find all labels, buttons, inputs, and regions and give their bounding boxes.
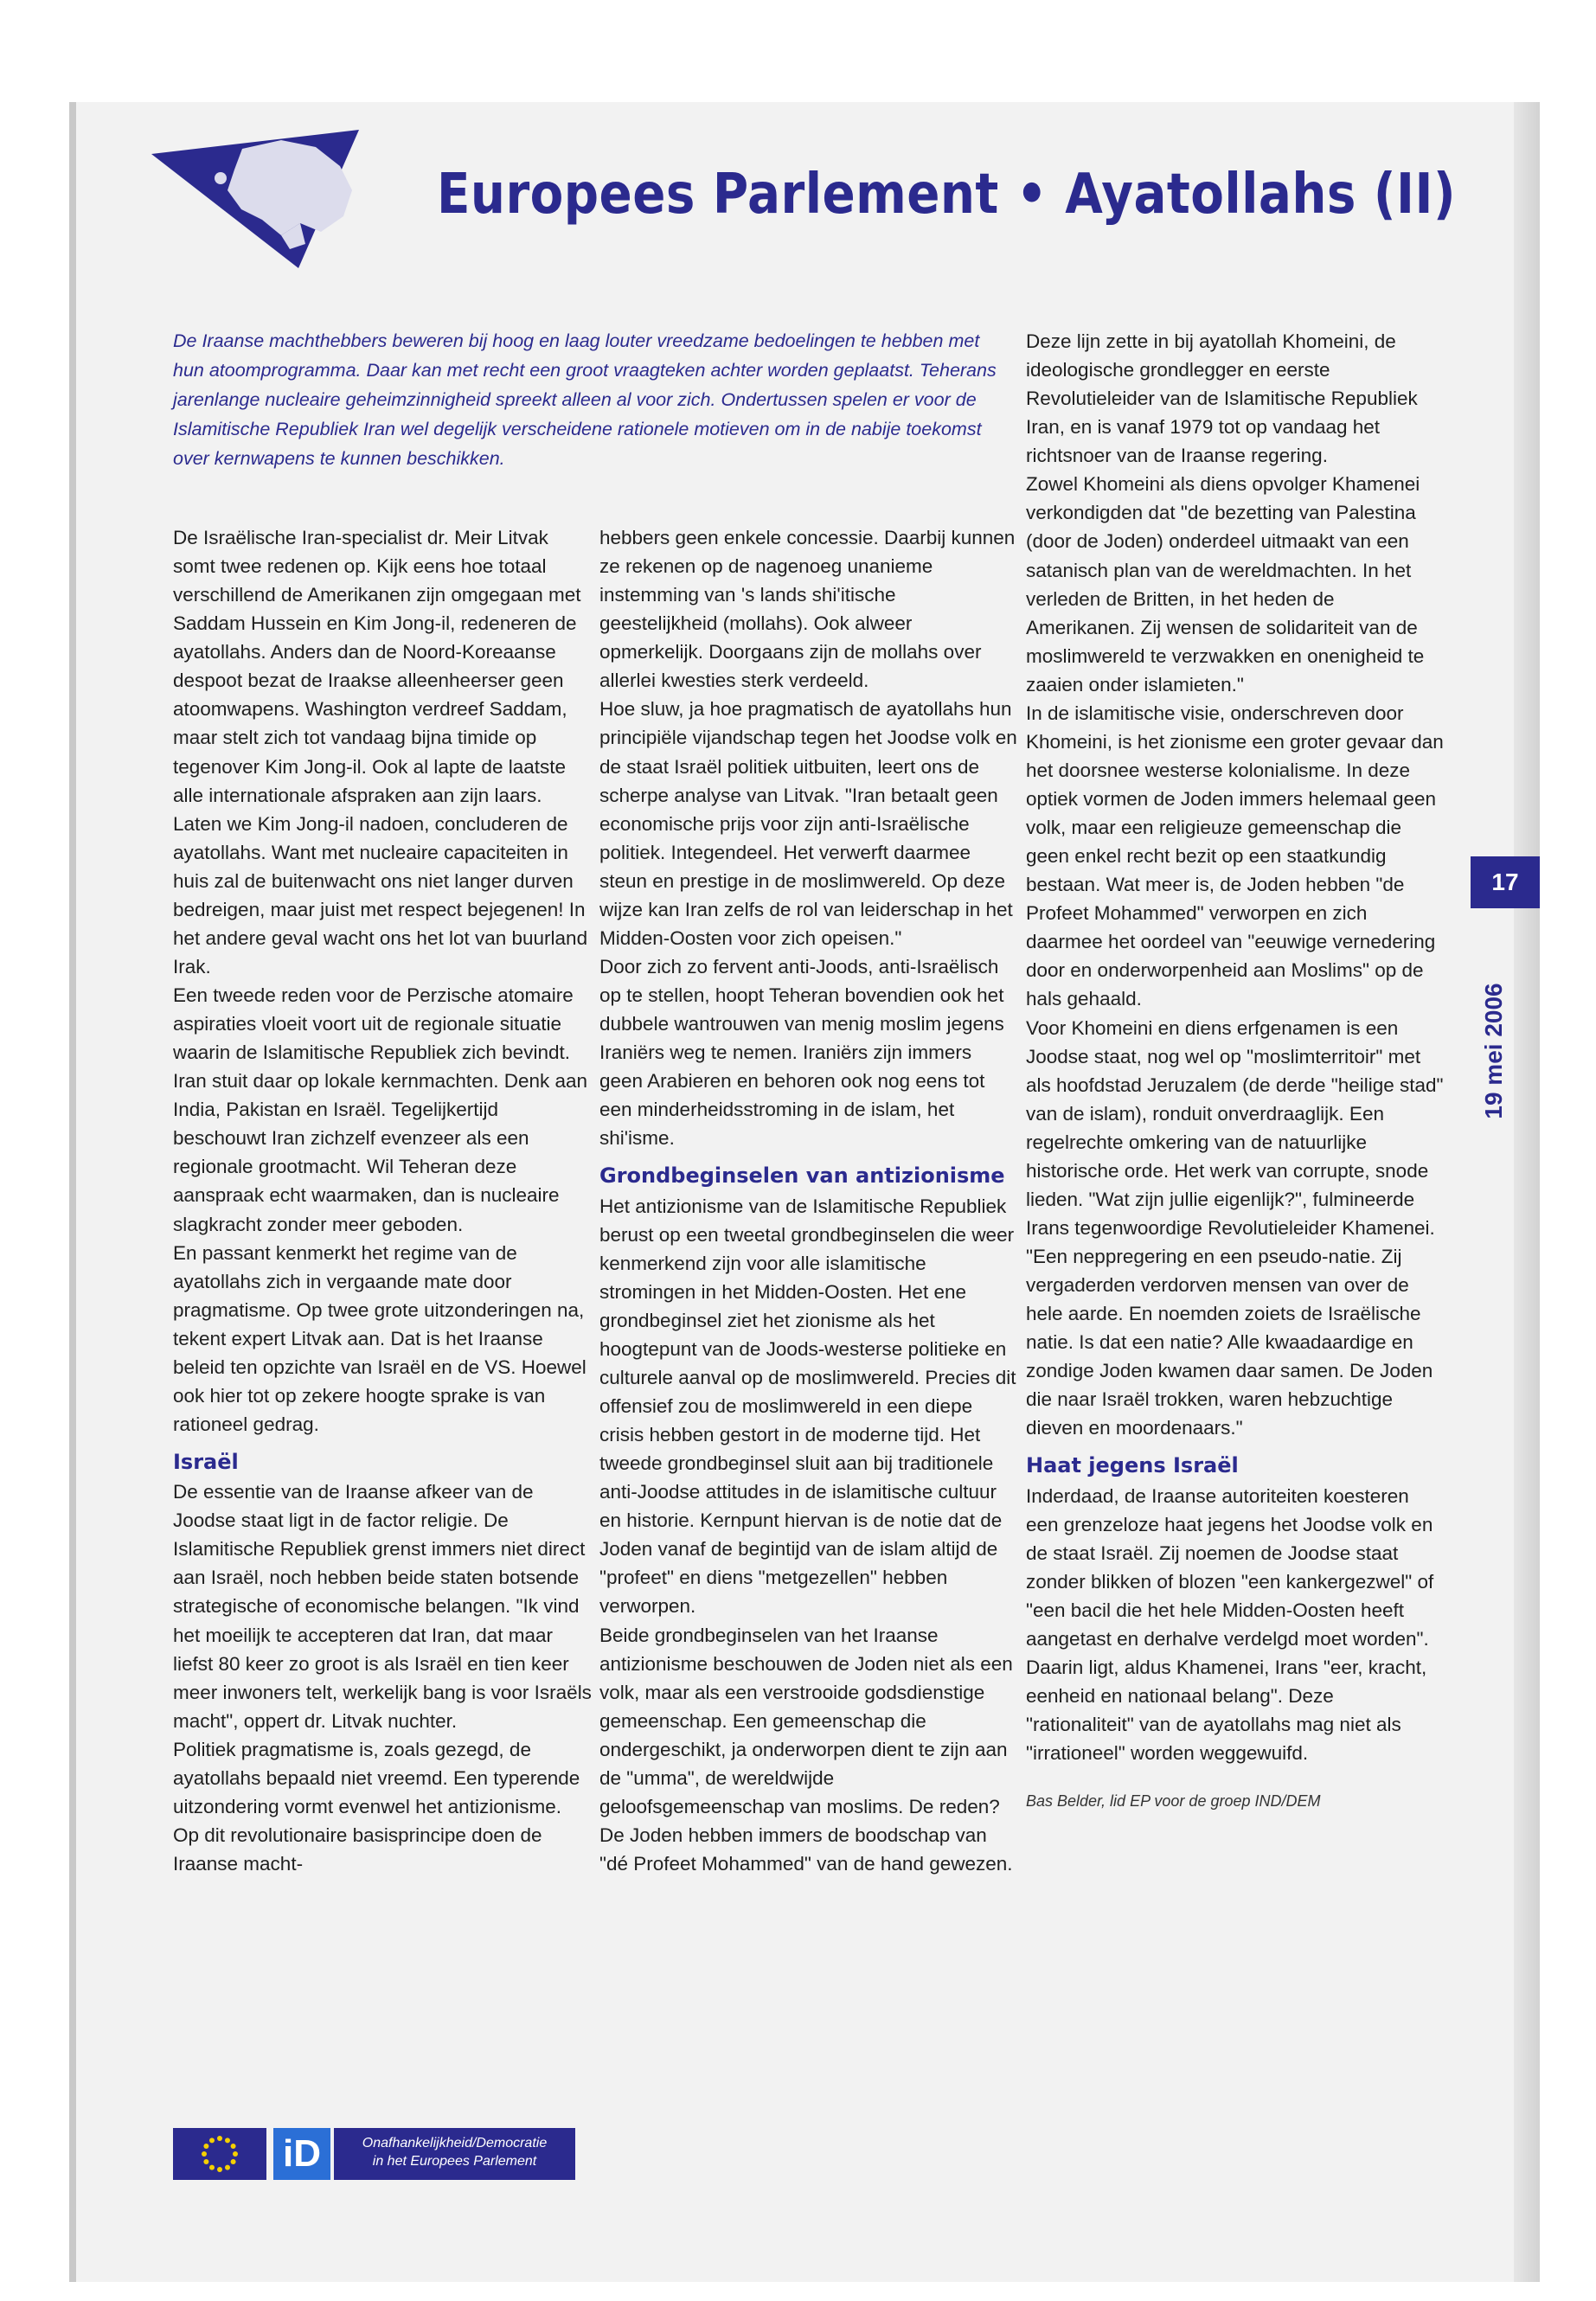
paragraph: En passant kenmerkt het regime van de ayatollahs zich in vergaande mate door pragmatisme. Op twee grote uitzonderingen na, tekent expert Litvak aan. Dat is het Iraanse beleid ten opzichte van Israël en de VS. Hoewel ook hier tot op zekere hoogte sprake is van rationeel gedrag. xyxy=(173,1241,586,1435)
paragraph: Deze lijn zette in bij ayatollah Khomeini, de ideologische grondlegger en eerste Revolutieleider van de Islamitische Republiek Iran, en is vanaf 1979 tot op vandaag het richtsnoer van de Iraanse regering. xyxy=(1026,330,1418,467)
column-1 xyxy=(173,523,593,1878)
paragraph: De essentie van de Iraanse afkeer van de Joodse staat ligt in de factor religie. De Islamitische Republiek grenst immers niet direct aan Israël, noch hebben beide staten botsende strategische of economische belangen. "Ik vind het moeilijk te accepteren dat Iran, dat maar liefst 80 keer zo groot is als Israël en tien keer meer inwoners telt, werkelijk bang is voor Israëls macht", oppert dr. Litvak nuchter. xyxy=(173,1481,592,1732)
europe-map-triangle-icon xyxy=(151,130,376,281)
group-name-line-1: Onafhankelijkheid/Democratie xyxy=(362,2136,548,2150)
paragraph: Het antizionisme van de Islamitische Republiek berust op een tweetal grondbeginselen die weer kenmerkend zijn voor alle islamitische stromingen in het Midden-Oosten. Het ene grondbeginsel ziet het zionisme als het hoogtepunt van de Joods-westerse politieke en culturele aanval op de moslimwereld. Precies dit offensief zou de moslimwereld in een diepe crisis hebben gestort in de moderne tijd. Het tweede grondbeginsel sluit aan bij traditionele anti-Joodse attitudes in de islamitische cultuur en historie. Kernpunt hiervan is de notie dat de Joden vanaf de begintijd van de islam altijd de "profeet" en diens "metgezellen" hebben verworpen. xyxy=(599,1195,1016,1618)
paragraph: Hoe sluw, ja hoe pragmatisch de ayatollahs hun principiële vijandschap tegen het Joodse volk en de staat Israël politiek uitbuiten, leert ons de scherpe analyse van Litvak. "Iran betaalt geen economische prijs voor zijn anti-Israëlische politiek. Integendeel. Het verwerft daarmee steun en prestige in de moslimwereld. Op deze wijze kan Iran zelfs de rol van leiderschap in het Midden-Oosten voor zich opeisen." xyxy=(599,698,1017,949)
group-name xyxy=(334,2128,575,2180)
paragraph: Een tweede reden voor de Perzische atomaire aspiraties vloeit voort uit de regionale situatie waarin de Islamitische Republiek zich bevindt. Iran stuit daar op lokale kernmachten. Denk aan India, Pakistan en Israël. Tegelijkertijd beschouwt Iran zichzelf evenzeer als een regionale grootmacht. Wil Teheran deze aanspraak echt waarmaken, dan is nucleaire slagkracht zonder meer geboden. xyxy=(173,984,588,1235)
column-3 xyxy=(1026,327,1445,1813)
spine-edge xyxy=(69,102,76,2282)
paragraph: De Israëlische Iran-specialist dr. Meir Litvak somt twee redenen op. Kijk eens hoe totaal verschillend de Amerikanen zijn omgegaan met Saddam Hussein en Kim Jong-il, redeneren de ayatollahs. Anders dan de Noord-Koreaanse despoot bezat de Iraakse alleenheerser geen atoomwapens. Washington verdreef Saddam, maar stelt zich tot vandaag bijna timide op tegenover Kim Jong-il. Ook al lapte de laatste alle internationale afspraken aan zijn laars. Laten we Kim Jong-il nadoen, concluderen de ayatollahs. Want met nucleaire capaciteiten in huis zal de buitenwacht ons niet langer durven bedreigen, maar juist met respect bejegenen! In het andere geval wacht ons het lot van buurland Irak. xyxy=(173,527,588,977)
paragraph: Inderdaad, de Iraanse autoriteiten koesteren een grenzeloze haat jegens het Joodse volk en de staat Israël. Zij noemen de Joodse staat zonder blikken of blozen "een kankergezwel" of "een bacil die het hele Midden-Oosten heeft aangetast en derhalve verdelgd moet worden". Daarin ligt, aldus Khamenei, Irans "eer, kracht, eenheid en nationaal belang". Deze "rationaliteit" van de ayatollahs mag niet als "irrationeel" worden weggewuifd. xyxy=(1026,1484,1434,1765)
eu-flag-icon xyxy=(173,2128,266,2180)
issue-date xyxy=(1475,952,1513,1150)
paragraph: Politiek pragmatisme is, zoals gezegd, de ayatollahs bepaald niet vreemd. Een typerende uitzondering vormt evenwel het antizionisme. Op dit revolutionaire basisprincipe doen de Iraanse macht- xyxy=(173,1738,580,1875)
paragraph: Door zich zo fervent anti-Joods, anti-Israëlisch op te stellen, hoopt Teheran bovendien ook het dubbele wantrouwen van menig moslim jegens Iraniërs weg te nemen. Iraniërs zijn immers geen Arabieren en behoren ook nog eens tot een minderheidsstroming in de islam, het shi'isme. xyxy=(599,955,1004,1150)
issue-date-text: 19 mei 2006 xyxy=(1480,983,1507,1119)
paragraph: Zowel Khomeini als diens opvolger Khamenei verkondigden dat "de bezetting van Palestina (door de Joden) onderdeel uitmaakt van een satanisch plan van de wereldmachten. In het verleden de Britten, in het heden de Amerikanen. Zij wensen de solidariteit van de moslimwereld te verzwakken en onenigheid te zaaien onder islamieten." xyxy=(1026,473,1425,695)
section-heading-grondbeginselen: Grondbeginselen van antizionisme xyxy=(599,1163,1005,1189)
paragraph: Beide grondbeginselen van het Iraanse antizionisme beschouwen de Joden niet als een volk, maar als een verstrooide godsdienstige gemeenschap. Een gemeenschap die ondergeschikt, ja onderworpen dient te zijn aan de "umma", de wereldwijde geloofsgemeenschap van moslims. De reden? De Joden hebben immers de boodschap van "dé Profeet Mohammed" van de hand gewezen. xyxy=(599,1624,1013,1875)
paragraph: In de islamitische visie, onderschreven door Khomeini, is het zionisme een groter gevaar dan het doorsnee westerse kolonialisme. In deze optiek vormen de Joden immers helemaal geen volk, maar een religieuze gemeenschap die geen enkel recht bezit op een staatkundig bestaan. Wat meer is, de Joden hebben "de Profeet Mohammed" verworpen en zich daarmee het oordeel van "eeuwige vernedering door en onderworpenheid aan Moslims" op de hals gehaald. xyxy=(1026,702,1444,1010)
author-byline: Bas Belder, lid EP voor de groep IND/DEM xyxy=(1026,1792,1321,1811)
section-heading-haat: Haat jegens Israël xyxy=(1026,1453,1239,1478)
paragraph: Voor Khomeini en diens erfgenamen is een Joodse staat, nog wel op "moslimterritoir" met als hoofdstad Jeruzalem (de derde "heilige stad" van de islam), ronduit onverdraaglijk. Een regelrechte omkering van de natuurlijke historische orde. Het werk van corrupte, snode lieden. "Wat zijn jullie eigenlijk?", fulmineerde Irans tegenwoordige Revolutieleider Khamenei. "Een neppregering en een pseudo-natie. Zij vergaderden verdorven mensen van over de hele aarde. En noemden zoiets de Israëlische natie. Is dat een natie? Alle kwaadaardige en zondige Joden kwamen daar samen. De Joden die naar Israël trokken, waren hebzuchtige dieven en moordenaars." xyxy=(1026,1016,1444,1439)
intro-lead: De Iraanse machthebbers beweren bij hoog en laag louter vreedzame bedoelingen te hebben met hun atoomprogramma. Daar kan met recht een groot vraagteken achter worden geplaatst. Teherans jarenlange nucleaire geheimzinnigheid spreekt alleen al voor zich. Ondertussen spelen er voor de Islamitische Republiek Iran wel degelijk verscheidene rationele motieven om in de nabije toekomst over kernwapens te kunnen beschikken. xyxy=(173,330,997,469)
paragraph: hebbers geen enkele concessie. Daarbij kunnen ze rekenen op de nagenoeg unanieme instemming van 's lands shi'itische geestelijkheid (mollahs). Ook alweer opmerkelijk. Doorgaans zijn de mollahs over allerlei kwesties sterk verdeeld. xyxy=(599,527,1016,692)
column-2 xyxy=(599,523,1019,1878)
footer-logo xyxy=(173,2128,575,2180)
group-name-line-2: in het Europees Parlement xyxy=(372,2153,537,2169)
page-title: Europees Parlement • Ayatollahs (II) xyxy=(437,163,1457,227)
id-logo: iD xyxy=(273,2128,330,2180)
page-number: 17 xyxy=(1471,856,1540,908)
page-edge xyxy=(1514,102,1540,2282)
section-heading-israel: Israël xyxy=(173,1450,239,1474)
